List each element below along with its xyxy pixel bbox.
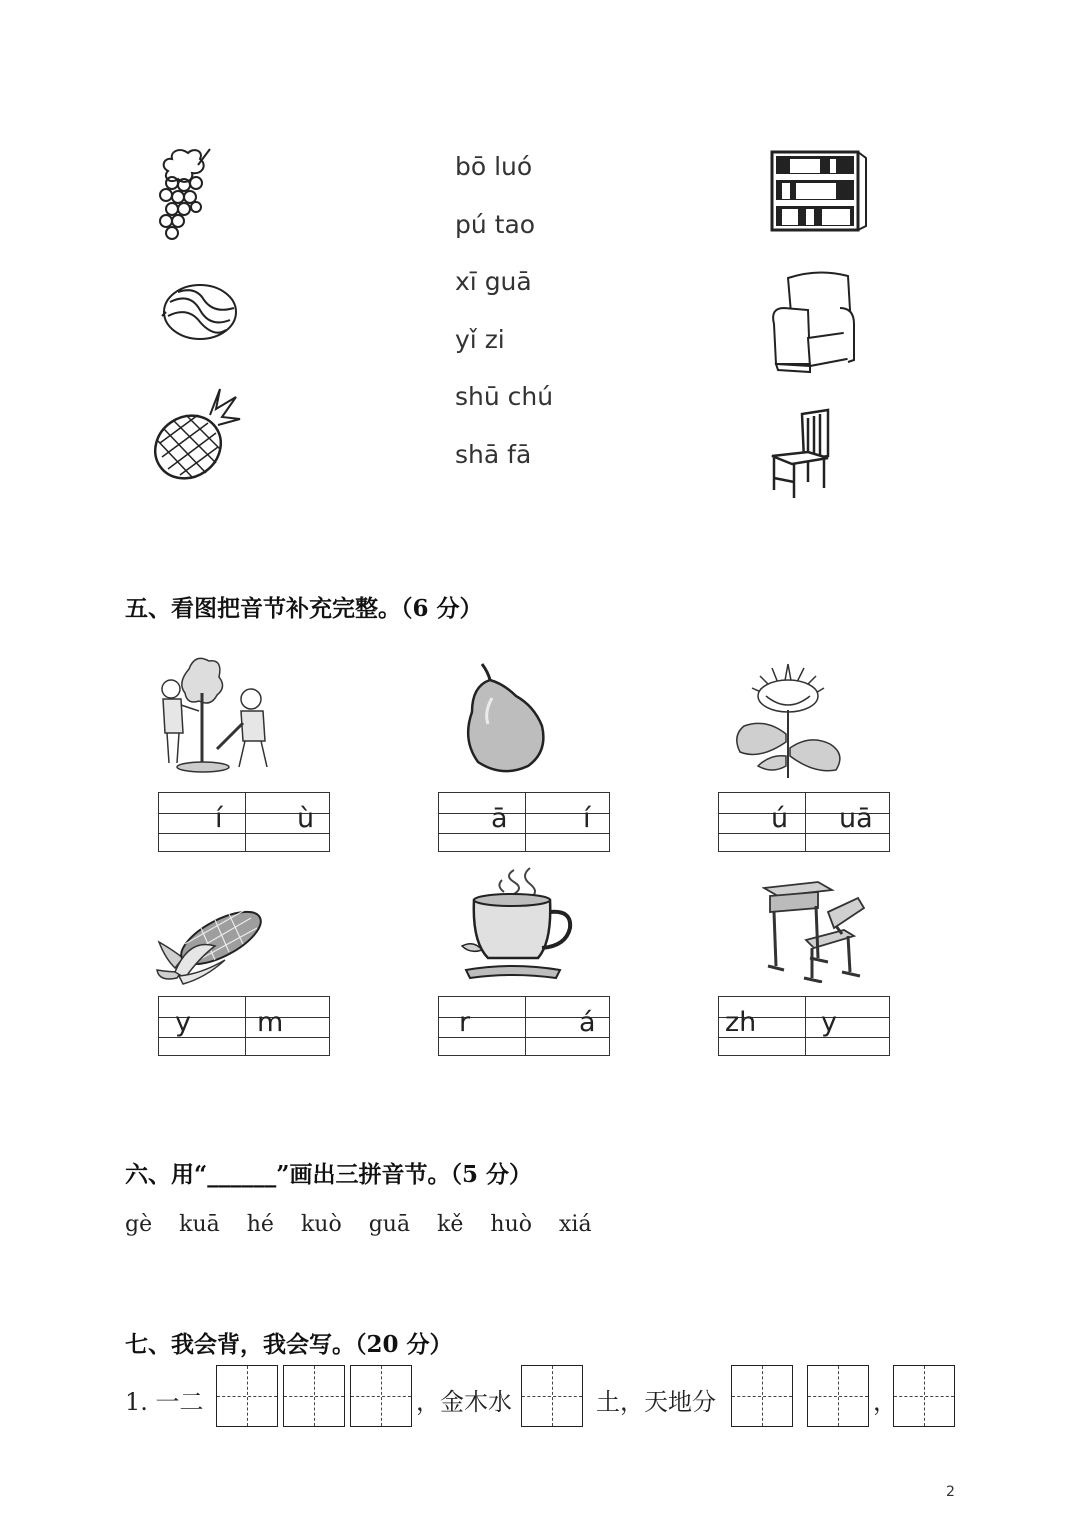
grid-right-syllable: á [579, 1007, 596, 1038]
writing-box[interactable] [521, 1365, 583, 1427]
pinyin-item: xī guā [455, 267, 532, 296]
pinyin-grid[interactable] [438, 996, 610, 1056]
writing-box[interactable] [893, 1365, 955, 1427]
writing-box[interactable] [216, 1365, 278, 1427]
pinyin-item: shū chú [455, 382, 554, 411]
pinyin-item: shā fā [455, 439, 532, 469]
grid-left-syllable: r [459, 1007, 471, 1038]
grid-right-syllable: uā [839, 803, 873, 834]
pinyin-grid[interactable] [158, 792, 330, 852]
line1-prefix: 1. 一二 [125, 1388, 204, 1416]
page-number: 2 [946, 1484, 955, 1500]
desk-chair-icon [762, 878, 866, 983]
pinyin-list [455, 152, 553, 497]
grid-left-syllable: zh [725, 1007, 757, 1038]
grid-right-syllable: ù [297, 803, 315, 834]
syllable[interactable]: kuò [300, 1212, 342, 1237]
line1-comma: ， [873, 1388, 897, 1416]
grid-right-syllable: í [583, 803, 591, 834]
syllable[interactable]: kuā [179, 1212, 220, 1237]
grid-left-syllable: ú [771, 803, 789, 834]
pinyin-item: yǐ zi [455, 324, 505, 354]
chrysanthemum-icon [726, 658, 852, 780]
pear-icon [462, 662, 548, 777]
syllable[interactable]: hé [246, 1212, 274, 1237]
pinyin-grid[interactable] [438, 792, 610, 852]
line1-text-tiandifen: 土，天地分 [596, 1388, 716, 1416]
line1-text-jinmushui: ，金木水 [416, 1388, 512, 1416]
section5-title: 五、看图把音节补充完整。（6 分） [125, 595, 483, 622]
syllable[interactable]: guā [368, 1212, 411, 1237]
planting-tree-icon [155, 653, 283, 778]
pinyin-grid[interactable] [718, 792, 890, 852]
bookshelf-icon [770, 150, 868, 232]
pinyin-grid[interactable] [718, 996, 890, 1056]
grid-left-syllable: ā [491, 803, 508, 834]
grid-left-syllable: y [175, 1007, 191, 1038]
corn-icon [155, 898, 270, 986]
pinyin-item: bō luó [455, 152, 533, 181]
pinyin-grid[interactable] [158, 996, 330, 1056]
section6-title: 六、用“______”画出三拼音节。（5 分） [125, 1161, 532, 1188]
sofa-icon [768, 268, 858, 376]
writing-box[interactable] [283, 1365, 345, 1427]
pinyin-item: pú tao [455, 209, 536, 239]
grid-right-syllable: y [821, 1007, 837, 1038]
syllable[interactable]: kě [437, 1212, 464, 1237]
grid-right-syllable: m [257, 1007, 284, 1038]
tea-cup-icon [452, 866, 580, 984]
pineapple-icon [150, 385, 242, 485]
grapes-icon [150, 145, 225, 250]
watermelon-icon [160, 282, 240, 342]
writing-box[interactable] [350, 1365, 412, 1427]
syllable[interactable]: xiá [559, 1212, 592, 1237]
syllable[interactable]: huò [490, 1212, 533, 1237]
grid-left-syllable: í [215, 803, 223, 834]
syllable[interactable]: gè [125, 1212, 153, 1237]
chair-icon [768, 408, 836, 500]
writing-box[interactable] [807, 1365, 869, 1427]
section7-title: 七、我会背，我会写。（20 分） [125, 1331, 453, 1358]
writing-box[interactable] [731, 1365, 793, 1427]
syllable-list [125, 1212, 612, 1237]
